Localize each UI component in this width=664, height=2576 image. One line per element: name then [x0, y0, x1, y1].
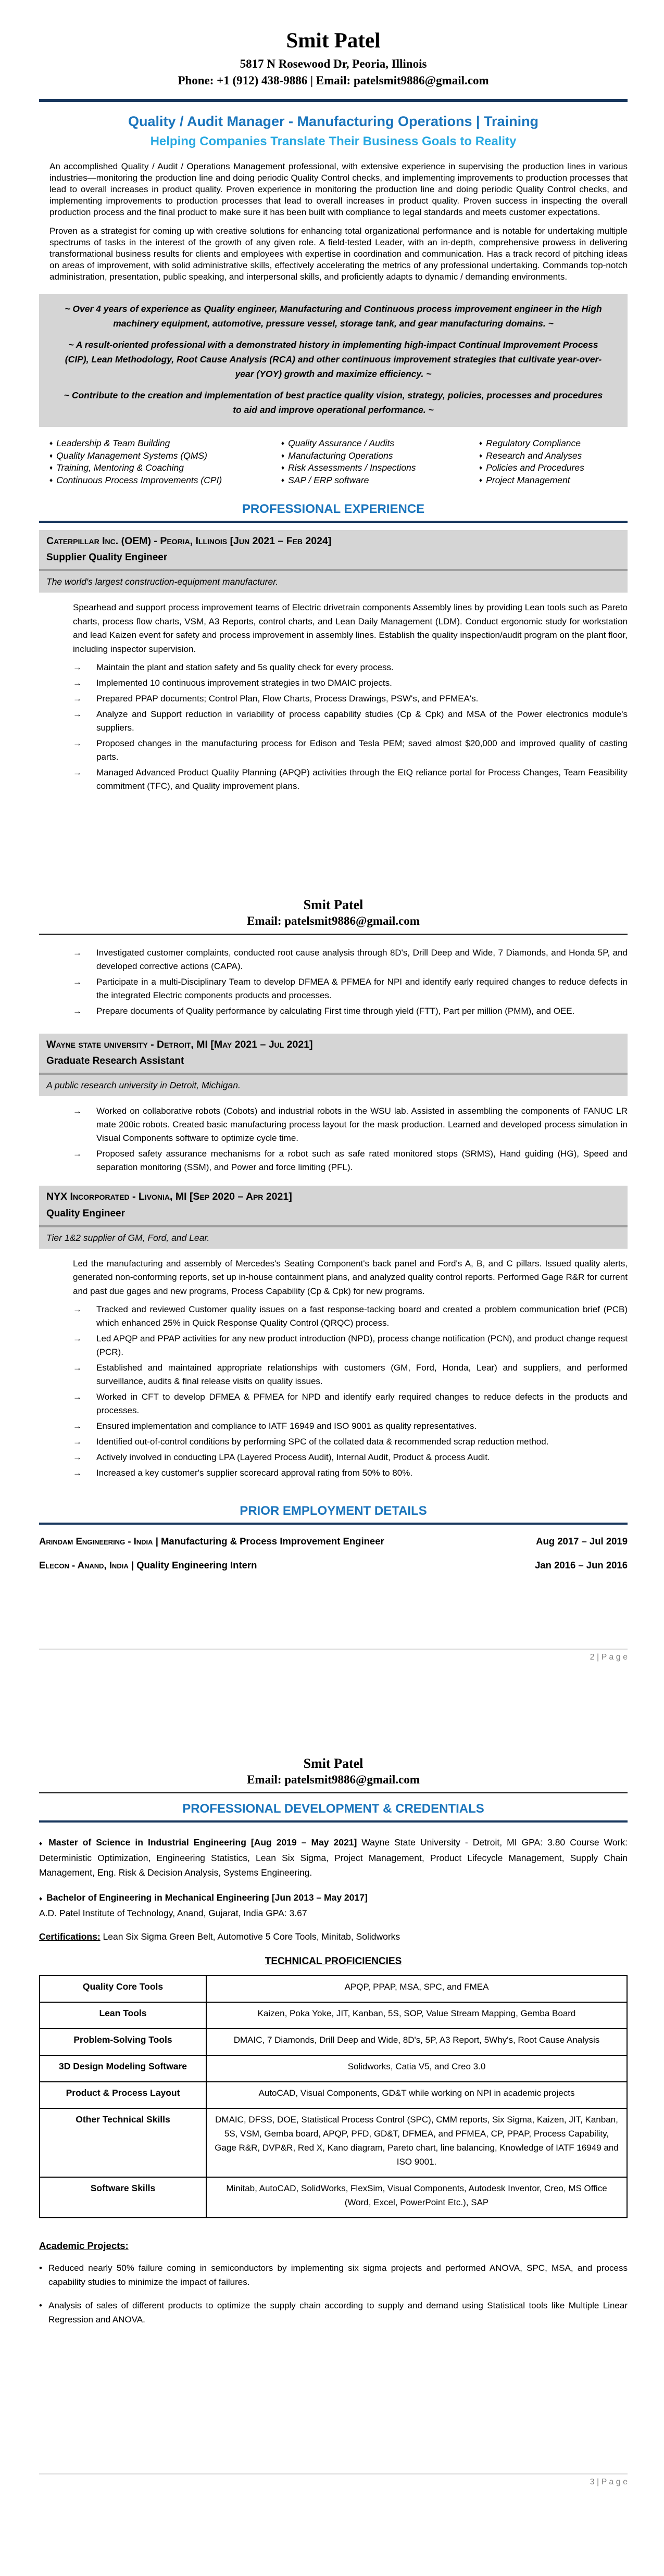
competency-label: Quality Assurance / Audits — [288, 438, 395, 449]
bullet-text: Established and maintained appropriate relationships with customers (GM, Ford, Honda, Lear) and suppliers, and performed surveillance, audits & final release visits on quality issues. — [96, 1363, 628, 1387]
headline: Quality / Audit Manager - Manufacturing Operations | Training — [128, 114, 539, 130]
competency-column-1 — [49, 437, 281, 486]
skill-category: Software Skills — [40, 2177, 206, 2218]
diamond-bullet-icon: ♦ — [281, 464, 285, 472]
job-bullet — [73, 1419, 628, 1433]
page-2-footer — [39, 1649, 628, 1662]
competency-label: Policies and Procedures — [486, 462, 584, 473]
page-header-rule — [39, 1792, 628, 1793]
arrow-bullet-icon: → — [73, 1452, 82, 1463]
arrow-bullet-icon: → — [73, 1363, 82, 1373]
job-title: Supplier Quality Engineer — [46, 552, 168, 563]
company-blurb: The world's largest construction-equipment manufacturer. — [46, 576, 279, 587]
bullet-text: Actively involved in conducting LPA (Layered Process Audit), Internal Audit, Product & process Audit. — [96, 1452, 490, 1463]
competency-item — [479, 437, 628, 450]
prior-role: | Quality Engineering Intern — [131, 1560, 257, 1571]
competency-column-3 — [479, 437, 628, 486]
job-bullet — [73, 1332, 628, 1359]
page-3-footer — [39, 2473, 628, 2487]
job-bullet — [73, 708, 628, 735]
page-2 — [39, 897, 628, 1571]
project-text: Analysis of sales of different products to optimize the supply chain according to supply and demand using Statistical tools like Multiple Linear Regression and ANOVA. — [48, 2301, 628, 2324]
prior-job-left — [39, 1536, 384, 1547]
arrow-bullet-icon: → — [73, 1421, 82, 1431]
company-line: Caterpillar Inc. (OEM) - Peoria, Illinois [Jun 2021 – Feb 2024] — [46, 535, 332, 547]
page-header-rule — [39, 934, 628, 935]
highlight-statement: ~ A result-oriented professional with a demonstrated history in implementing high-impact Continual Improvement Process (CIP), Lean Methodology, Root Cause Analysis (RCA) and other continuous improvement strategies that cultivate year-over-year (YOY) growth and maximize efficiency. ~ — [65, 340, 602, 380]
bullet-text: Increased a key customer's supplier scorecard approval rating from 50% to 80%. — [96, 1468, 413, 1478]
bullet-text: Identified out-of-control conditions by performing SPC of the collated data & recommended scrap reduction method. — [96, 1437, 549, 1447]
job-paragraph: Led the manufacturing and assembly of Mercedes's Seating Component's back panel and Ford's A, B, and C pillars. Issued quality alerts, generated non-conforming reports, set up in-house containment plans, and analyzed quality control reports. Performed Gage R&R for current and past due gages and new programs, Process Capability (Cp & Cpk) for new programs. — [73, 1258, 628, 1296]
table-row — [40, 1976, 627, 2002]
degree-title: Master of Science in Industrial Engineering [Aug 2019 – May 2021] — [48, 1837, 357, 1848]
prior-job-row — [39, 1560, 628, 1571]
arrow-bullet-icon: → — [73, 948, 82, 958]
arrow-bullet-icon: → — [73, 678, 82, 688]
job-paragraph: Spearhead and support process improvement teams of Electric drivetrain components Assembly lines by providing Lean tools such as Pareto charts, process flow charts, VSM, A3 Reports, control charts, and Lean Daily Management (LDM). Conduct ergonomic study for workstation and lead Kaizen event for safety and process improvement in assembly lines. Establish the quality inspection/audit program on the plant floor, including inspector supervision. — [73, 602, 628, 654]
bullet-text: Analyze and Support reduction in variability of process capability studies (Cp & Cpk) and MSA of the Power electronics module's suppliers. — [96, 709, 628, 733]
skill-values: APQP, PPAP, MSA, SPC, and FMEA — [206, 1976, 627, 2002]
candidate-name: Smit Patel — [286, 28, 381, 52]
competency-item — [49, 437, 281, 450]
band-divider — [39, 1225, 628, 1227]
table-row — [40, 2055, 627, 2082]
diamond-bullet-icon: ♦ — [49, 451, 53, 459]
bullet-text: Proposed changes in the manufacturing process for Edison and Tesla PEM; saved almost $20,000 and improved quality of casting parts. — [96, 738, 628, 762]
job-bullet — [73, 1004, 628, 1018]
summary-paragraph-2: Proven as a strategist for coming up with creative solutions for enhancing total organizational performance and is notable for undertaking multiple spectrums of tasks in the interest of the growth of any given role. A field-tested Leader, with an in-depth, comprehensive prowess in delivering transformational business results for clients and employees with expertise in coordination and communication. Has a track record of pitching ideas on areas of improvement, with solid administrative skills, effectively accelerating the metrics of any professional undertaking. Commands top-notch administration, presentation, public speaking, and interpersonal skills, and proficiently adapts to dynamic / demanding environments. — [49, 226, 628, 282]
job-bullet — [73, 1390, 628, 1417]
job-bullet — [73, 661, 628, 674]
diamond-bullet-icon: ♦ — [39, 1840, 45, 1847]
band-divider — [39, 569, 628, 571]
job-bullet — [73, 1147, 628, 1174]
job-bullet — [73, 1361, 628, 1388]
bullet-text: Managed Advanced Product Quality Planning (APQP) activities through the EtQ reliance portal for Process Changes, Team Feasibility commitment (TFC), and Quality improvement plans. — [96, 768, 628, 791]
arrow-bullet-icon: → — [73, 709, 82, 720]
prior-dates: Jan 2016 – Jun 2016 — [535, 1560, 628, 1571]
arrow-bullet-icon: → — [73, 1392, 82, 1402]
section-heading-prior-employment: PRIOR EMPLOYMENT DETAILS — [240, 1504, 427, 1518]
section-heading-technical: TECHNICAL PROFICIENCIES — [265, 1956, 402, 1967]
coursework: Course Work: Deterministic Optimization, Engineering Statistics, Lean Six Sigma, Project Management, Product Lifecycle Management, Supply Chain Management, Eng. Risk & Decision Analysis, Systems Engineering. — [39, 1837, 628, 1878]
section-rule — [39, 1523, 628, 1525]
job-bullet — [73, 1466, 628, 1480]
band-divider — [39, 1073, 628, 1075]
job-title: Quality Engineer — [46, 1208, 125, 1219]
job-bullet — [73, 766, 628, 793]
page-3-header — [39, 1756, 628, 1787]
diamond-bullet-icon: ♦ — [281, 451, 285, 459]
job-bullet — [73, 692, 628, 706]
arrow-bullet-icon: → — [73, 662, 82, 673]
degree-title: Bachelor of Engineering in Mechanical Engineering [Jun 2013 – May 2017] — [46, 1892, 368, 1903]
highlight-statement: ~ Over 4 years of experience as Quality engineer, Manufacturing and Continuous process improvement engineer in the High machinery equipment, automotive, pressure vessel, storage tank, and gear manufacturing domains. ~ — [65, 304, 602, 329]
job-bullet — [73, 737, 628, 764]
competency-item — [281, 462, 479, 474]
table-row — [40, 2177, 627, 2218]
skill-category: Other Technical Skills — [40, 2108, 206, 2177]
certifications-label: Certifications: — [39, 1931, 101, 1942]
job-bullet-list-continued — [73, 946, 628, 1018]
section-heading-development: PROFESSIONAL DEVELOPMENT & CREDENTIALS — [182, 1802, 484, 1816]
contact-line: Phone: +1 (912) 438-9886 | Email: patelsmit9886@gmail.com — [178, 74, 489, 87]
dot-bullet-icon: • — [39, 2263, 42, 2273]
skill-category: Product & Process Layout — [40, 2082, 206, 2108]
job-bullet — [73, 975, 628, 1002]
certifications-line — [39, 1931, 628, 1942]
competency-item — [479, 474, 628, 487]
competency-label: Risk Assessments / Inspections — [288, 462, 416, 473]
bullet-text: Prepared PPAP documents; Control Plan, Flow Charts, Process Drawings, PSW's, and PFMEA's. — [96, 694, 479, 704]
diamond-bullet-icon: ♦ — [49, 476, 53, 484]
section-heading-experience: PROFESSIONAL EXPERIENCE — [242, 502, 425, 517]
bullet-text: Participate in a multi-Disciplinary Team to develop DFMEA & PFMEA for NPI and identify early required changes to reduce defects in the integrated Electric components products and processes. — [96, 977, 628, 1000]
skill-values: Solidworks, Catia V5, and Creo 3.0 — [206, 2055, 627, 2082]
competency-label: Training, Mentoring & Coaching — [56, 462, 184, 473]
skill-values: AutoCAD, Visual Components, GD&T while working on NPI in academic projects — [206, 2082, 627, 2108]
project-bullet — [39, 2261, 628, 2289]
diamond-bullet-icon: ♦ — [281, 439, 285, 447]
academic-projects-heading: Academic Projects: — [39, 2240, 129, 2251]
arrow-bullet-icon: → — [73, 1437, 82, 1447]
competency-column-2 — [281, 437, 479, 486]
page-header-email: Email: patelsmit9886@gmail.com — [247, 914, 420, 927]
competency-label: Regulatory Compliance — [486, 438, 581, 449]
job-band-caterpillar — [39, 530, 628, 593]
diamond-bullet-icon: ♦ — [479, 476, 483, 484]
highlight-statement: ~ Contribute to the creation and implementation of best practice quality vision, strategy, policies, processes and procedures to aid and improve operational performance. ~ — [64, 390, 603, 416]
prior-job-row — [39, 1536, 628, 1547]
company-line: NYX Incorporated - Livonia, MI [Sep 2020 – Apr 2021] — [46, 1191, 292, 1203]
competency-label: Manufacturing Operations — [288, 450, 393, 461]
prior-company: Arindam Engineering - India — [39, 1536, 153, 1547]
arrow-bullet-icon: → — [73, 738, 82, 749]
summary-paragraph-1: An accomplished Quality / Audit / Operations Management professional, with extensive experience in supervising the production lines in various industries—monitoring the production line and doing periodic Quality Control checks, and implementing improvements to production processes that lead to overall increases in product quality. Proven experience in monitoring the production line and doing periodic Quality Control checks, and implementing improvements to production processes that lead to overall increases in product quality. Proven success in inspecting the overall production process and the final product to make sure it has been built with compliance to legal standards and meets customer expectations. — [49, 161, 628, 218]
competency-item — [281, 474, 479, 487]
arrow-bullet-icon: → — [73, 1334, 82, 1344]
skill-values: Minitab, AutoCAD, SolidWorks, FlexSim, Visual Components, Autodesk Inventor, Creo, MS Office (Word, Excel, PowerPoint Etc.), SAP — [206, 2177, 627, 2218]
arrow-bullet-icon: → — [73, 1006, 82, 1016]
section-rule — [39, 521, 628, 523]
arrow-bullet-icon: → — [73, 1106, 82, 1116]
dot-bullet-icon: • — [39, 2301, 42, 2310]
job-bullet-list — [73, 1303, 628, 1480]
table-row — [40, 2002, 627, 2029]
degree-school: A.D. Patel Institute of Technology, Anand, Gujarat, India GPA: 3.67 — [39, 1908, 307, 1918]
competency-item — [49, 450, 281, 462]
arrow-bullet-icon: → — [73, 694, 82, 704]
bullet-text: Proposed safety assurance mechanisms for a robot such as safe rated monitored stops (SRMS), Hand guiding (HG), Speed and separation monitoring (SSM), and Power and force limiting (PFL). — [96, 1149, 628, 1173]
arrow-bullet-icon: → — [73, 1468, 82, 1478]
competency-item — [479, 462, 628, 474]
page-3 — [39, 1756, 628, 2327]
competency-label: Continuous Process Improvements (CPI) — [56, 474, 222, 485]
header-rule — [39, 99, 628, 102]
competency-item — [49, 462, 281, 474]
job-bullet — [73, 1451, 628, 1464]
arrow-bullet-icon: → — [73, 977, 82, 987]
project-text: Reduced nearly 50% failure coming in semiconductors by implementing six sigma projects and performed ANOVA, SPC, MSA, and process capability studies to minimize the impact of failures. — [48, 2263, 628, 2287]
job-bullet — [73, 1435, 628, 1449]
address-line: 5817 N Rosewood Dr, Peoria, Illinois — [240, 57, 427, 71]
skill-category: Quality Core Tools — [40, 1976, 206, 2002]
competency-item — [281, 450, 479, 462]
table-row — [40, 2082, 627, 2108]
prior-job-left — [39, 1560, 257, 1571]
diamond-bullet-icon: ♦ — [479, 439, 483, 447]
arrow-bullet-icon: → — [73, 1304, 82, 1315]
bullet-text: Worked on collaborative robots (Cobots) and industrial robots in the WSU lab. Assisted in assembling the components of FANUC LR mate 200ic robots. Created basic manufacturing process layout for the mask production. Learned and developed process simulation in Visual Components software to optimize cycle time. — [96, 1106, 628, 1144]
core-competencies — [39, 437, 628, 486]
skill-category: Lean Tools — [40, 2002, 206, 2029]
company-blurb: A public research university in Detroit, Michigan. — [46, 1080, 241, 1091]
bullet-text: Worked in CFT to develop DFMEA & PFMEA for NPD and identify early required changes to reduce defects in the products and processes. — [96, 1392, 628, 1416]
competency-label: Research and Analyses — [486, 450, 582, 461]
prior-company: Elecon - Anand, India — [39, 1560, 129, 1571]
project-bullet — [39, 2298, 628, 2327]
education-entry-be — [39, 1890, 628, 1906]
job-bullet — [73, 676, 628, 690]
arrow-bullet-icon: → — [73, 1149, 82, 1159]
prior-dates: Aug 2017 – Jul 2019 — [536, 1536, 628, 1547]
bullet-text: Tracked and reviewed Customer quality issues on a fast response-tacking board and created a problem communication brief (PCB) which enhanced 25% in Quick Response Quality Control (QRQC) process. — [96, 1304, 628, 1328]
competency-label: Project Management — [486, 474, 570, 485]
bullet-text: Prepare documents of Quality performance by calculating First time through yield (FTT), Part per million (PMM), and OEE. — [96, 1006, 575, 1016]
diamond-bullet-icon: ♦ — [479, 451, 483, 459]
page-2-header — [39, 897, 628, 928]
competency-label: SAP / ERP software — [288, 474, 369, 485]
job-band-wayne-state — [39, 1034, 628, 1096]
skill-values: DMAIC, DFSS, DOE, Statistical Process Control (SPC), CMM reports, Six Sigma, Kaizen, JIT, Kanban, 5S, VSM, Gemba board, APQP, PFD, GD&T, DFMEA, and PFMEA, CP, PPAP, Process Capability, Gage R&R, DVP&R, Red X, Kano diagram, Pareto chart, line balancing, Knowledge of IATF 16949 and ISO 9001. — [206, 2108, 627, 2177]
table-row — [40, 2108, 627, 2177]
page-number: 2 | P a g e — [590, 1653, 628, 1662]
highlight-box — [39, 294, 628, 427]
tech-table — [39, 1975, 628, 2218]
competency-item — [49, 474, 281, 487]
diamond-bullet-icon: ♦ — [479, 464, 483, 472]
competency-label: Leadership & Team Building — [56, 438, 170, 449]
arrow-bullet-icon: → — [73, 768, 82, 778]
skill-category: 3D Design Modeling Software — [40, 2055, 206, 2082]
bullet-text: Maintain the plant and station safety and 5s quality check for every process. — [96, 662, 394, 673]
competency-item — [281, 437, 479, 450]
job-bullet — [73, 1303, 628, 1330]
job-title: Graduate Research Assistant — [46, 1055, 184, 1067]
job-bullet — [73, 946, 628, 973]
page-1 — [39, 29, 628, 793]
bullet-text: Ensured implementation and compliance to IATF 16949 and ISO 9001 as quality representatives. — [96, 1421, 477, 1431]
page-header-email: Email: patelsmit9886@gmail.com — [247, 1773, 420, 1786]
table-row — [40, 2029, 627, 2055]
job-bullet-list — [73, 661, 628, 793]
page-number: 3 | P a g e — [590, 2478, 628, 2486]
certifications-text: Lean Six Sigma Green Belt, Automotive 5 Core Tools, Minitab, Solidworks — [100, 1931, 400, 1942]
diamond-bullet-icon: ♦ — [49, 464, 53, 472]
competency-item — [479, 450, 628, 462]
job-bullet — [73, 1104, 628, 1145]
company-blurb: Tier 1&2 supplier of GM, Ford, and Lear. — [46, 1232, 210, 1243]
job-band-nyx — [39, 1186, 628, 1248]
bullet-text: Implemented 10 continuous improvement strategies in two DMAIC projects. — [96, 678, 392, 688]
diamond-bullet-icon: ♦ — [39, 1895, 43, 1902]
company-line: Wayne state university - Detroit, MI [May 2021 – Jul 2021] — [46, 1039, 313, 1050]
diamond-bullet-icon: ♦ — [281, 476, 285, 484]
job-bullet-list — [73, 1104, 628, 1174]
section-rule — [39, 1820, 628, 1823]
page-header-name: Smit Patel — [303, 897, 364, 912]
bullet-text: Investigated customer complaints, conducted root cause analysis through 8D's, Drill Deep and Wide, 7 Diamonds, and Honda 5P, and developed corrective actions (CAPA). — [96, 948, 628, 971]
bullet-text: Led APQP and PPAP activities for any new product introduction (NPD), process change notification (PCN), and product change request (PCR). — [96, 1334, 628, 1358]
degree-school: Wayne State University - Detroit, MI GPA: 3.80 — [357, 1837, 570, 1848]
skill-values: Kaizen, Poka Yoke, JIT, Kanban, 5S, SOP, Value Stream Mapping, Gemba Board — [206, 2002, 627, 2029]
competency-label: Quality Management Systems (QMS) — [56, 450, 207, 461]
skill-category: Problem-Solving Tools — [40, 2029, 206, 2055]
tagline: Helping Companies Translate Their Business Goals to Reality — [150, 134, 517, 149]
education-entry-ms — [39, 1835, 628, 1880]
diamond-bullet-icon: ♦ — [49, 439, 53, 447]
prior-role: | Manufacturing & Process Improvement Engineer — [155, 1536, 384, 1547]
page-header-name: Smit Patel — [303, 1756, 364, 1771]
skill-values: DMAIC, 7 Diamonds, Drill Deep and Wide, 8D's, 5P, A3 Report, 5Why's, Root Cause Analysis — [206, 2029, 627, 2055]
